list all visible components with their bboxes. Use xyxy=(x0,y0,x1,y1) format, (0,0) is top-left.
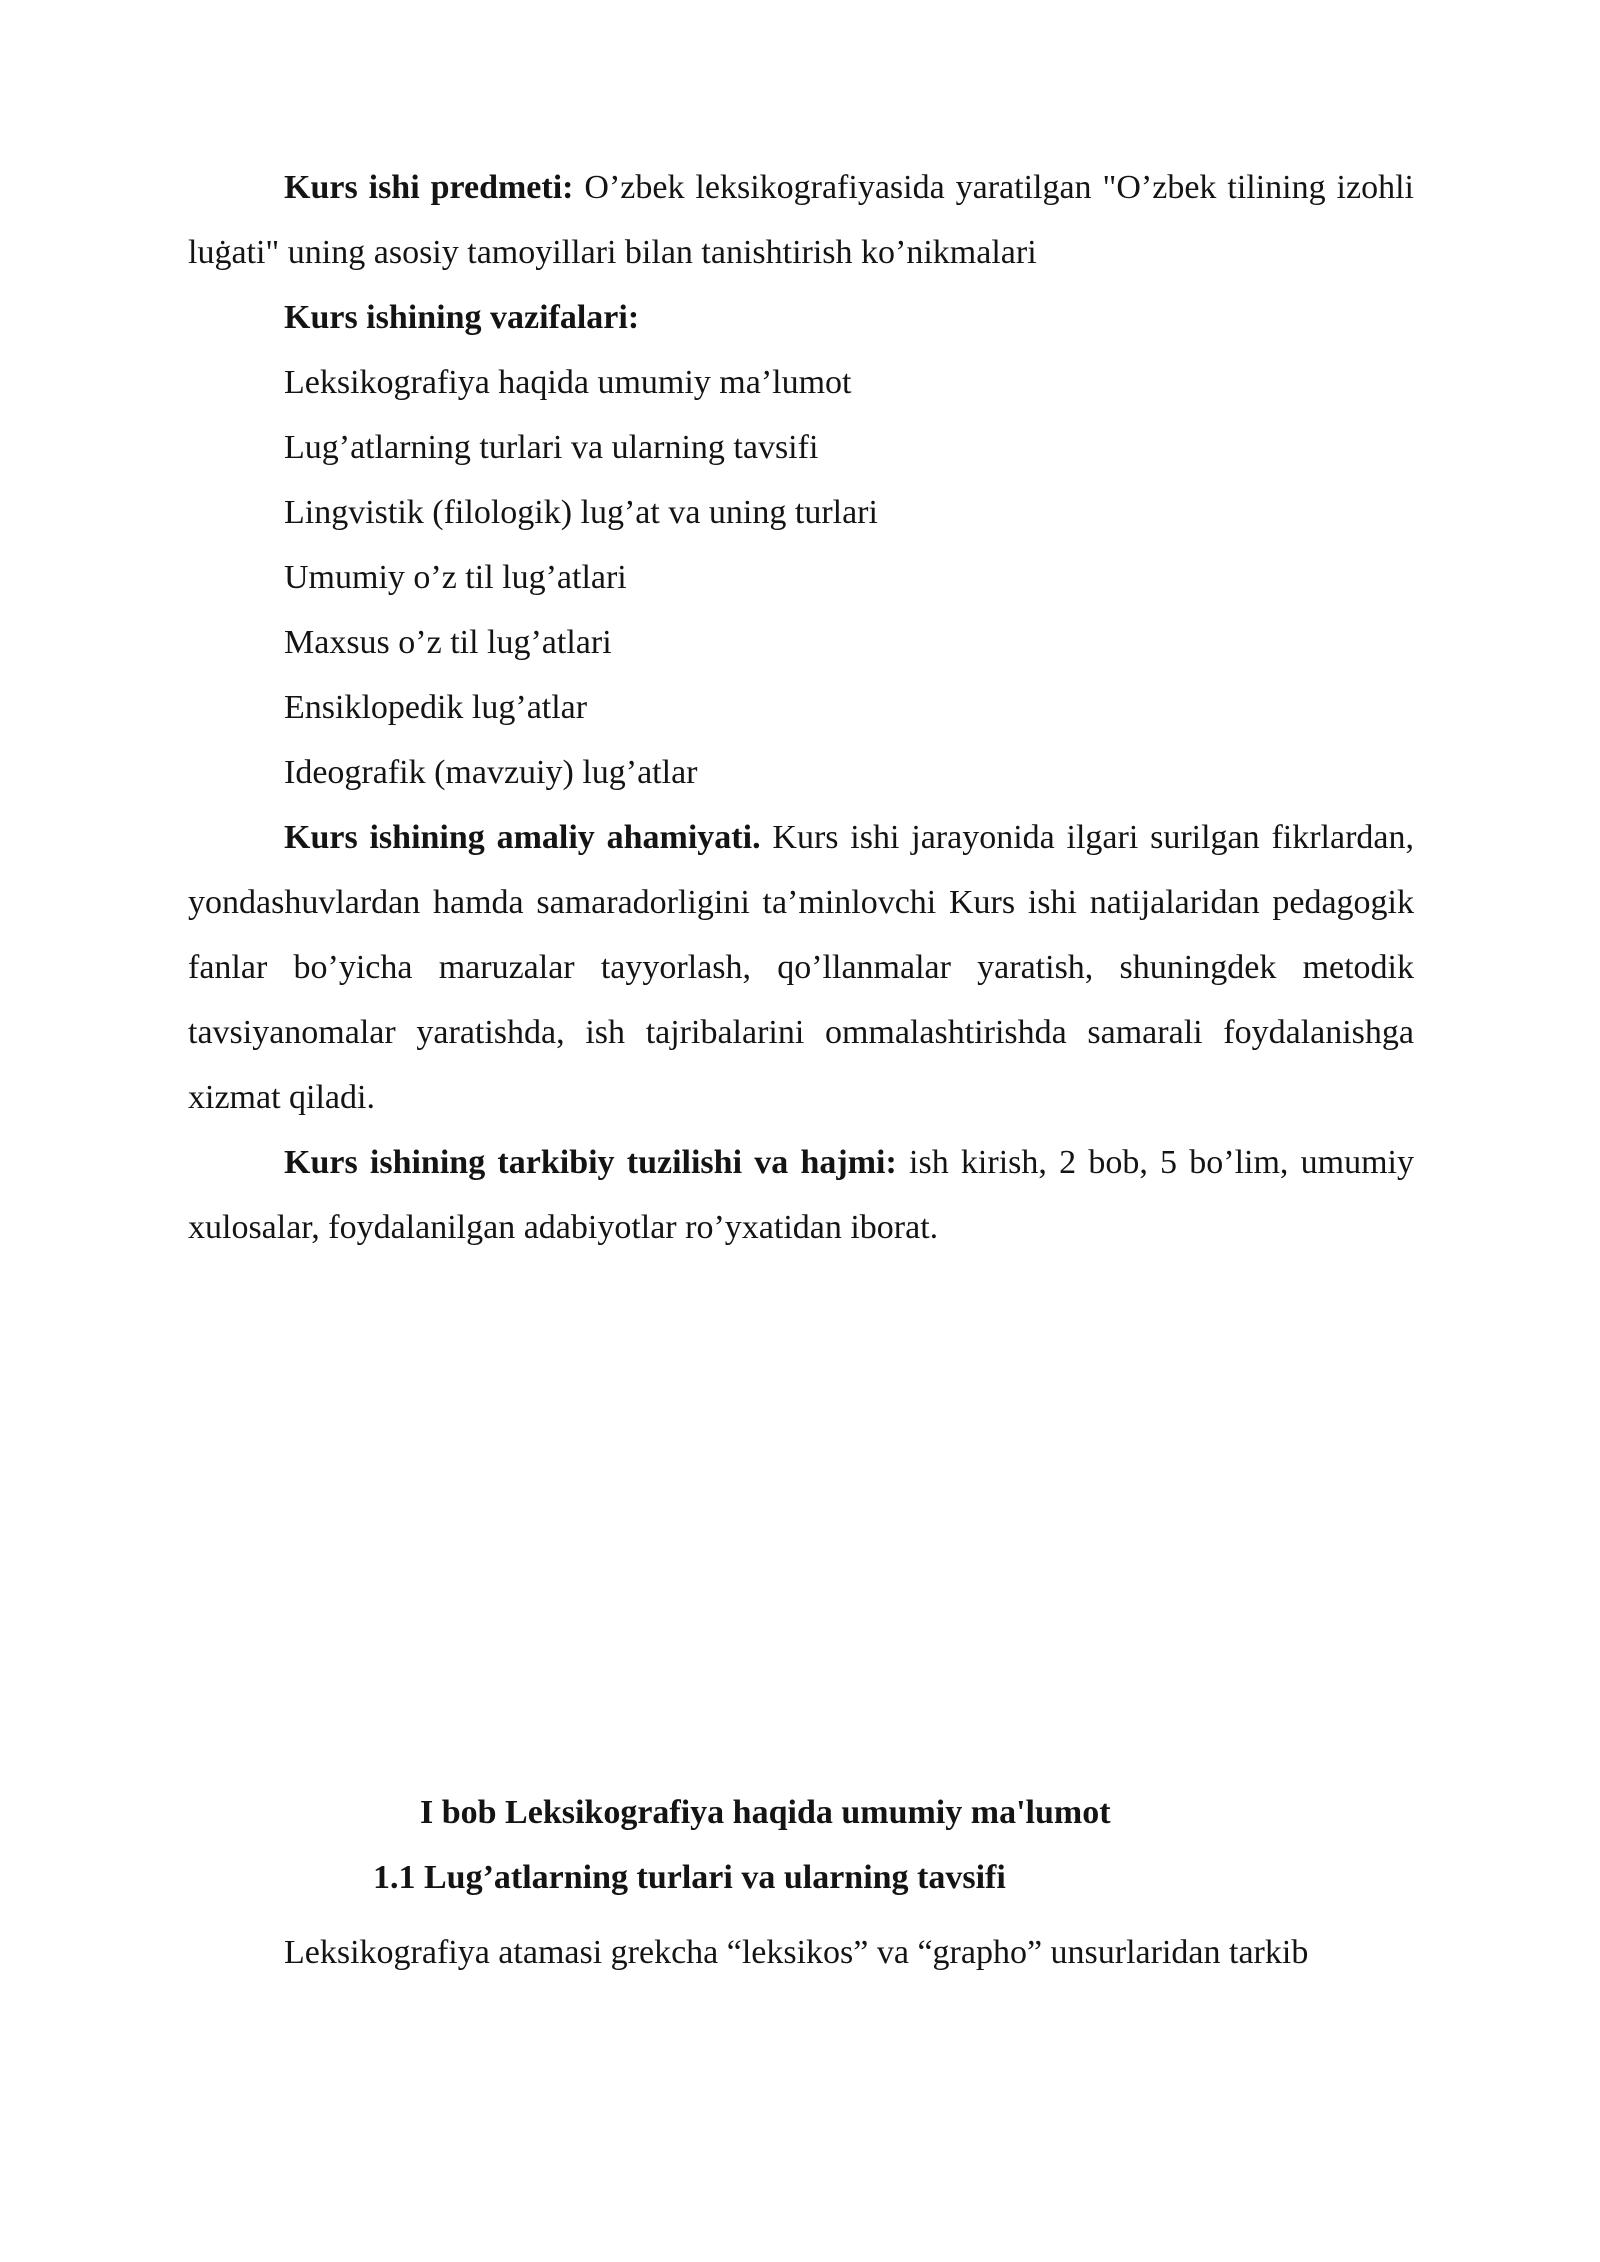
subject-paragraph xyxy=(188,155,1414,285)
practical-text: Kurs ishi jarayonida ilgari surilgan fikrlardan, yondashuvlardan hamda samaradorligini ta’minlovchi Kurs ishi natijalaridan pedagogik fanlar bo’yicha maruzalar tayyorlash, qo’llanmalar yaratish, shuningdek metodik tavsiyanomalar yaratishda, ish tajribalarini ommalashtirishda samarali foydalanishga xizmat qiladi. xyxy=(188,819,1414,1116)
section-title: 1.1 Lug’atlarning turlari va ularning tavsifi xyxy=(373,1859,1006,1896)
structure-paragraph xyxy=(188,1130,1414,1260)
task-item: Maxsus o’z til lug’atlari xyxy=(284,624,612,661)
task-item: Ideografik (mavzuiy) lug’atlar xyxy=(284,754,698,791)
task-item: Lingvistik (filologik) lug’at va uning turlari xyxy=(284,494,878,531)
task-item: Ensiklopedik lug’atlar xyxy=(284,689,588,726)
task-item: Umumiy o’z til lug’atlari xyxy=(284,559,627,596)
body-first-line: Leksikografiya atamasi grekcha “leksikos” va “grapho” unsurlaridan tarkib xyxy=(284,1934,1309,1971)
subject-label: Kurs ishi predmeti: xyxy=(284,169,574,206)
structure-label: Kurs ishining tarkibiy tuzilishi va hajmi: xyxy=(284,1144,897,1181)
practical-label: Kurs ishining amaliy ahamiyati. xyxy=(284,819,761,856)
tasks-heading xyxy=(188,285,1414,350)
task-item: Lug’atlarning turlari va ularning tavsifi xyxy=(284,429,819,466)
subject-text: O’zbek leksikografiyasida yaratilgan "O’zbek tilining izohli luġati" uning asosiy tamoyillari bilan tanishtirish ko’nikmalari xyxy=(188,169,1414,271)
structure-text: ish kirish, 2 bob, 5 bo’lim, umumiy xulosalar, foydalanilgan adabiyotlar ro’yxatidan iborat. xyxy=(188,1144,1414,1246)
tasks-label: Kurs ishining vazifalari: xyxy=(284,299,640,336)
practical-paragraph xyxy=(188,805,1414,1130)
task-item: Leksikografiya haqida umumiy ma’lumot xyxy=(284,364,852,401)
chapter-title: I bob Leksikografiya haqida umumiy ma'lumot xyxy=(420,1794,1111,1831)
intro-block xyxy=(188,155,1414,1260)
